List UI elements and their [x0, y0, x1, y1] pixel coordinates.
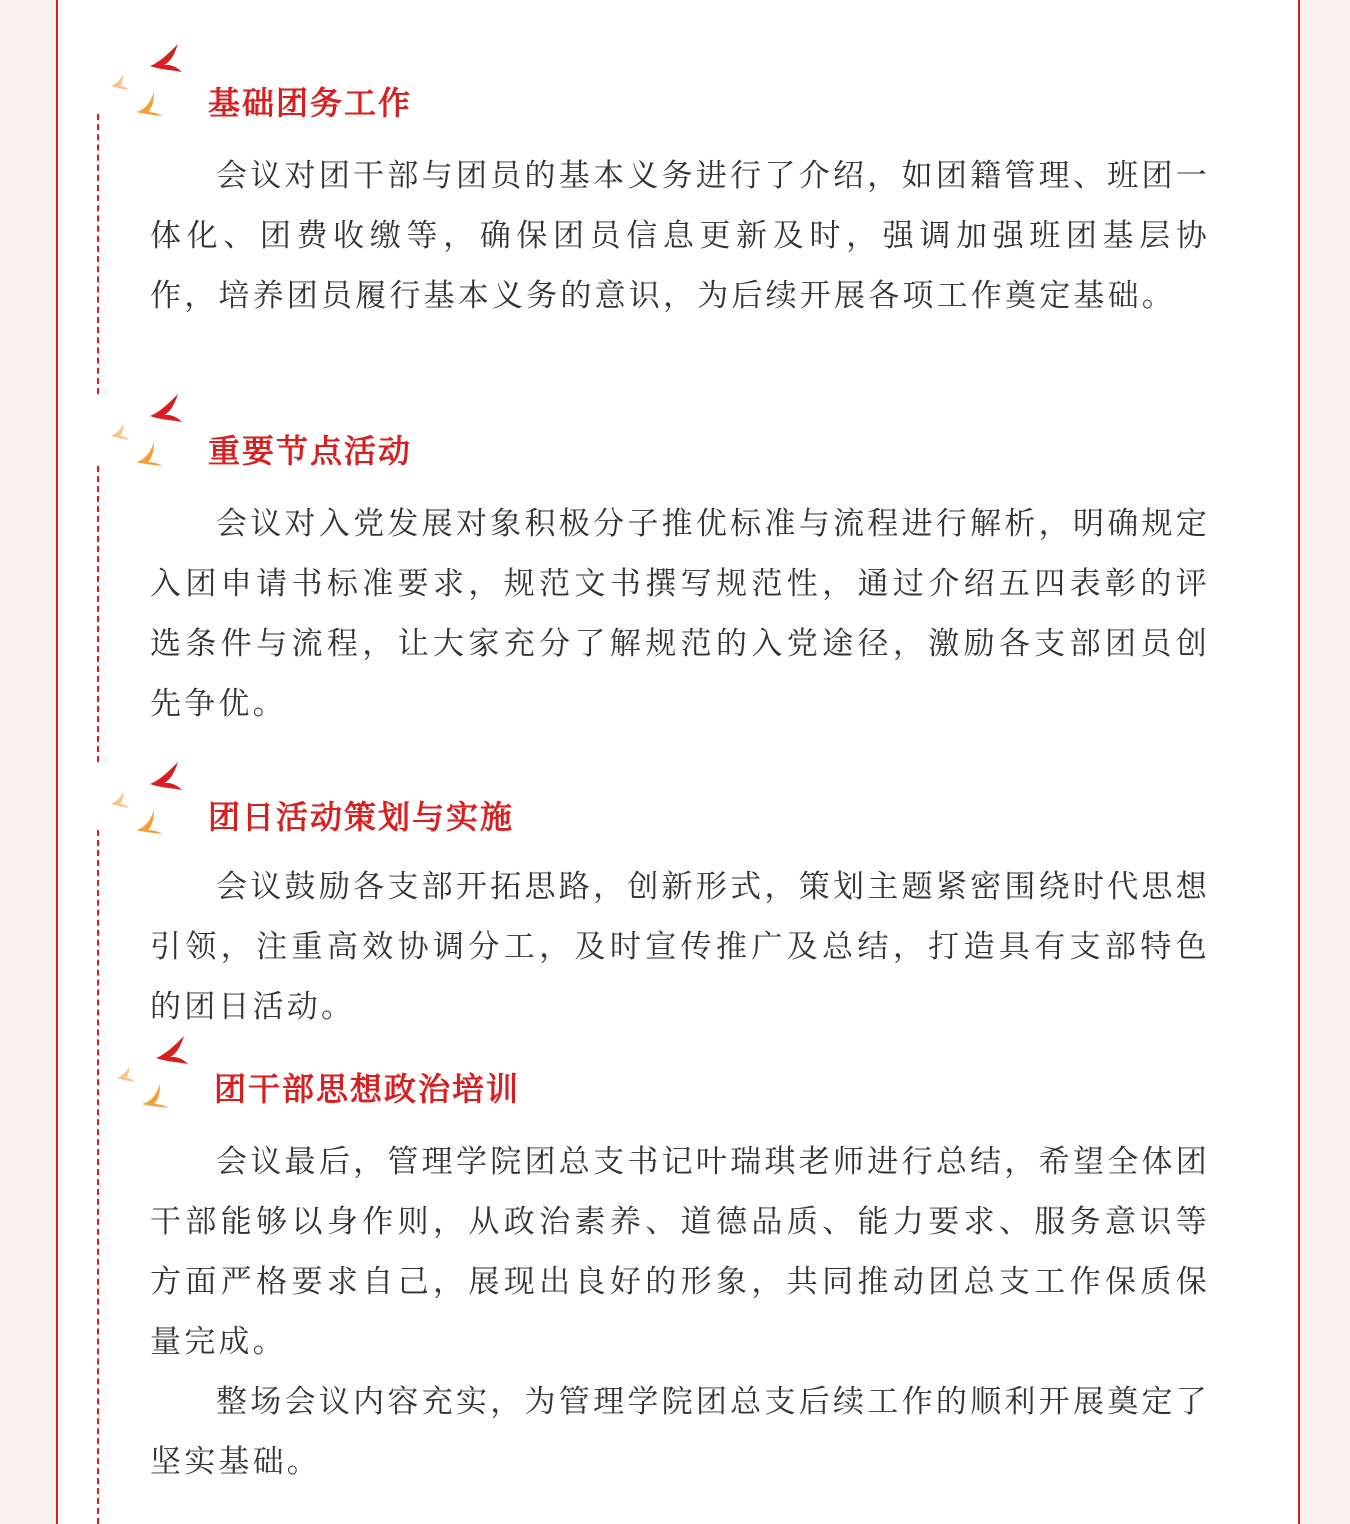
birds-icon [114, 1030, 204, 1120]
timeline-dash [97, 114, 99, 394]
section-title: 团日活动策划与实施 [208, 798, 515, 836]
birds-icon [108, 38, 198, 128]
section-paragraph: 整场会议内容充实，为管理学院团总支后续工作的顺利开展奠定了坚实基础。 [150, 1384, 1210, 1480]
timeline-dash [97, 830, 99, 1524]
section-title: 重要节点活动 [208, 432, 413, 470]
section-paragraph: 会议最后，管理学院团总支书记叶瑞琪老师进行总结，希望全体团干部能够以身作则，从政治素养、道德品质、能力要求、服务意识等方面严格要求自己，展现出良好的形象，共同推动团总支工作保质保量完成。 [150, 1144, 1210, 1360]
section-title: 基础团务工作 [208, 84, 413, 122]
section-paragraph: 会议鼓励各支部开拓思路，创新形式，策划主题紧密围绕时代思想引领，注重高效协调分工，及时宣传推广及总结，打造具有支部特色的团日活动。 [150, 869, 1210, 1025]
section-paragraph: 会议对团干部与团员的基本义务进行了介绍，如团籍管理、班团一体化、团费收缴等，确保团员信息更新及时，强调加强班团基层协作，培养团员履行基本义务的意识，为后续开展各项工作奠定基础。 [150, 158, 1210, 314]
birds-icon [108, 756, 198, 846]
section-paragraph: 会议对入党发展对象积极分子推优标准与流程进行解析，明确规定入团申请书标准要求，规范文书撰写规范性，通过介绍五四表彰的评选条件与流程，让大家充分了解规范的入党途径，激励各支部团员创先争优。 [150, 506, 1210, 722]
timeline-dash [97, 466, 99, 762]
section-title: 团干部思想政治培训 [214, 1070, 521, 1108]
birds-icon [108, 388, 198, 478]
